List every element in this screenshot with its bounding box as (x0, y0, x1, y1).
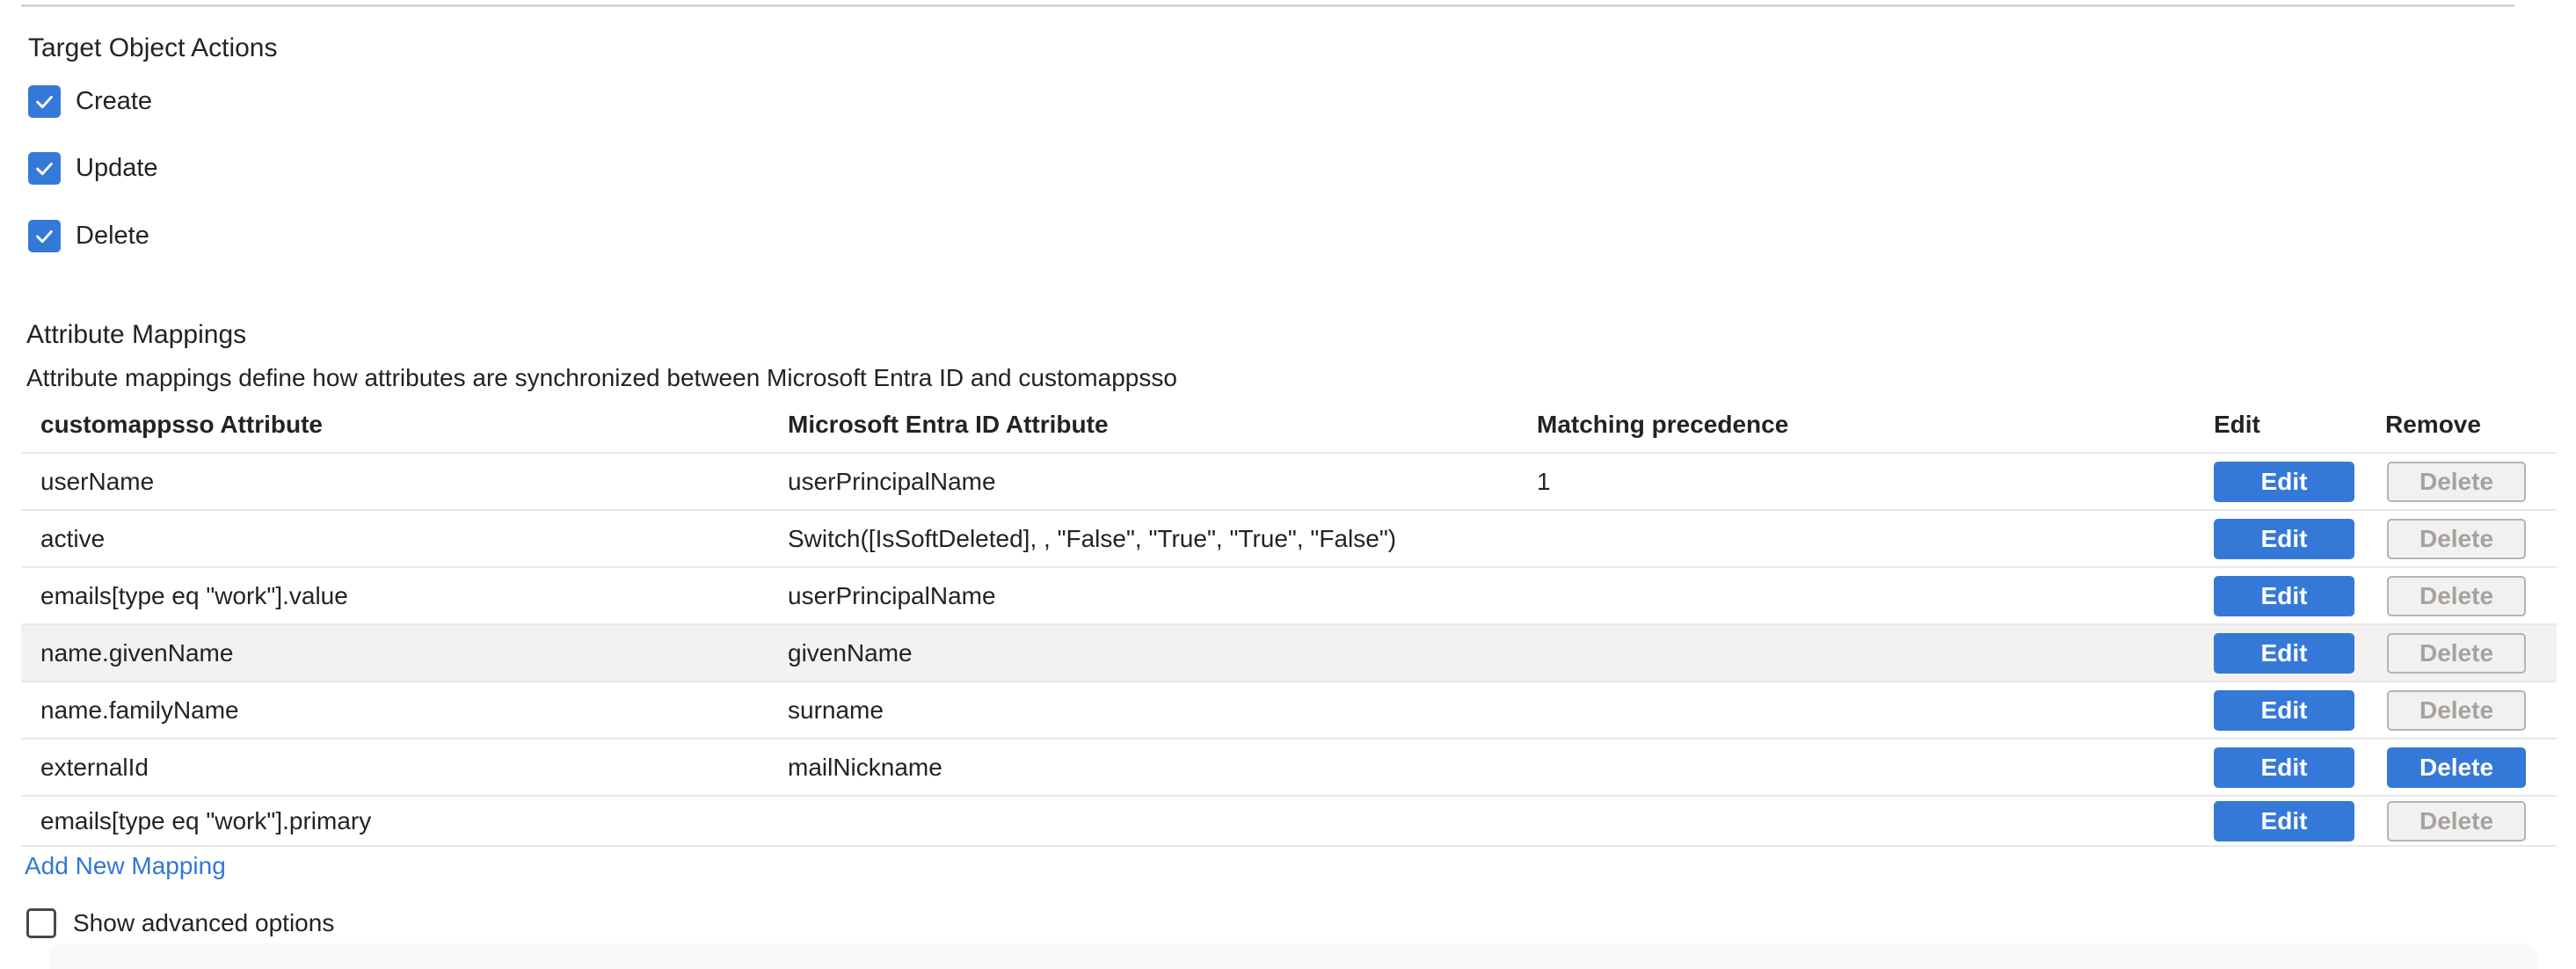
column-header-app-attribute: customappsso Attribute (40, 411, 323, 438)
column-header-matching-precedence: Matching precedence (1537, 411, 1789, 438)
edit-button[interactable]: Edit (2214, 690, 2354, 731)
edit-button[interactable]: Edit (2214, 462, 2354, 502)
edit-button[interactable]: Edit (2214, 801, 2354, 842)
show-advanced-options-row[interactable] (26, 908, 334, 938)
edit-button[interactable]: Edit (2214, 519, 2354, 559)
app-attribute-cell: emails[type eq "work"].value (40, 581, 348, 609)
app-attribute-cell: name.givenName (40, 638, 234, 667)
delete-button[interactable]: Delete (2387, 462, 2526, 502)
delete-button[interactable]: Delete (2387, 747, 2526, 788)
target-action-row-delete[interactable] (28, 220, 149, 252)
add-new-mapping-link[interactable]: Add New Mapping (25, 852, 226, 879)
checkbox-label[interactable]: Update (76, 154, 158, 182)
app-attribute-cell: externalId (40, 753, 149, 781)
table-row (21, 511, 2557, 568)
table-row (21, 682, 2557, 740)
app-attribute-cell: name.familyName (40, 696, 239, 724)
target-action-checkbox[interactable] (28, 220, 61, 252)
app-attribute-cell: userName (40, 467, 155, 495)
entra-attribute-cell: userPrincipalName (788, 467, 996, 495)
delete-button[interactable]: Delete (2387, 690, 2526, 731)
table-row (21, 625, 2557, 682)
app-attribute-cell: emails[type eq "work"].primary (40, 806, 372, 834)
delete-button[interactable]: Delete (2387, 576, 2526, 616)
column-header-edit: Edit (2214, 411, 2260, 438)
top-divider (21, 4, 2514, 7)
checkmark-icon (33, 157, 56, 180)
edit-button[interactable]: Edit (2214, 747, 2354, 788)
target-action-checkbox[interactable] (28, 152, 61, 185)
matching-precedence-cell: 1 (1537, 467, 1551, 495)
target-action-row-create[interactable] (28, 85, 152, 118)
checkmark-icon (33, 90, 56, 113)
target-action-checkbox[interactable] (28, 85, 61, 118)
entra-attribute-cell: givenName (788, 638, 913, 667)
checkmark-icon (33, 224, 56, 248)
entra-attribute-cell: Switch([IsSoftDeleted], , "False", "True", "True", "False") (788, 524, 1397, 552)
attribute-mappings-title: Attribute Mappings (26, 320, 247, 349)
column-header-entra-attribute: Microsoft Entra ID Attribute (788, 411, 1109, 438)
app-attribute-cell: active (40, 524, 106, 552)
entra-attribute-cell: mailNickname (788, 753, 942, 781)
entra-attribute-cell: userPrincipalName (788, 581, 996, 609)
entra-attribute-cell: surname (788, 696, 884, 724)
edit-button[interactable]: Edit (2214, 633, 2354, 674)
delete-button[interactable]: Delete (2387, 519, 2526, 559)
edit-button[interactable]: Edit (2214, 576, 2354, 616)
delete-button[interactable]: Delete (2387, 633, 2526, 674)
show-advanced-options-checkbox[interactable] (26, 908, 56, 938)
delete-button[interactable]: Delete (2387, 801, 2526, 842)
table-row (21, 454, 2557, 511)
table-row (21, 740, 2557, 797)
checkbox-label[interactable]: Create (76, 87, 153, 115)
table-header (21, 400, 2557, 454)
target-object-actions-title: Target Object Actions (28, 33, 278, 62)
attribute-mappings-description: Attribute mappings define how attributes are synchronized between Microsoft Entra ID and customappsso (26, 364, 1177, 391)
checkbox-label[interactable]: Show advanced options (73, 909, 335, 936)
checkbox-label[interactable]: Delete (76, 222, 149, 250)
column-header-remove: Remove (2385, 411, 2481, 438)
table-row (21, 797, 2557, 847)
footer-band (49, 944, 2537, 969)
table-row (21, 568, 2557, 625)
target-action-row-update[interactable] (28, 152, 158, 185)
attribute-mappings-table (21, 454, 2557, 847)
